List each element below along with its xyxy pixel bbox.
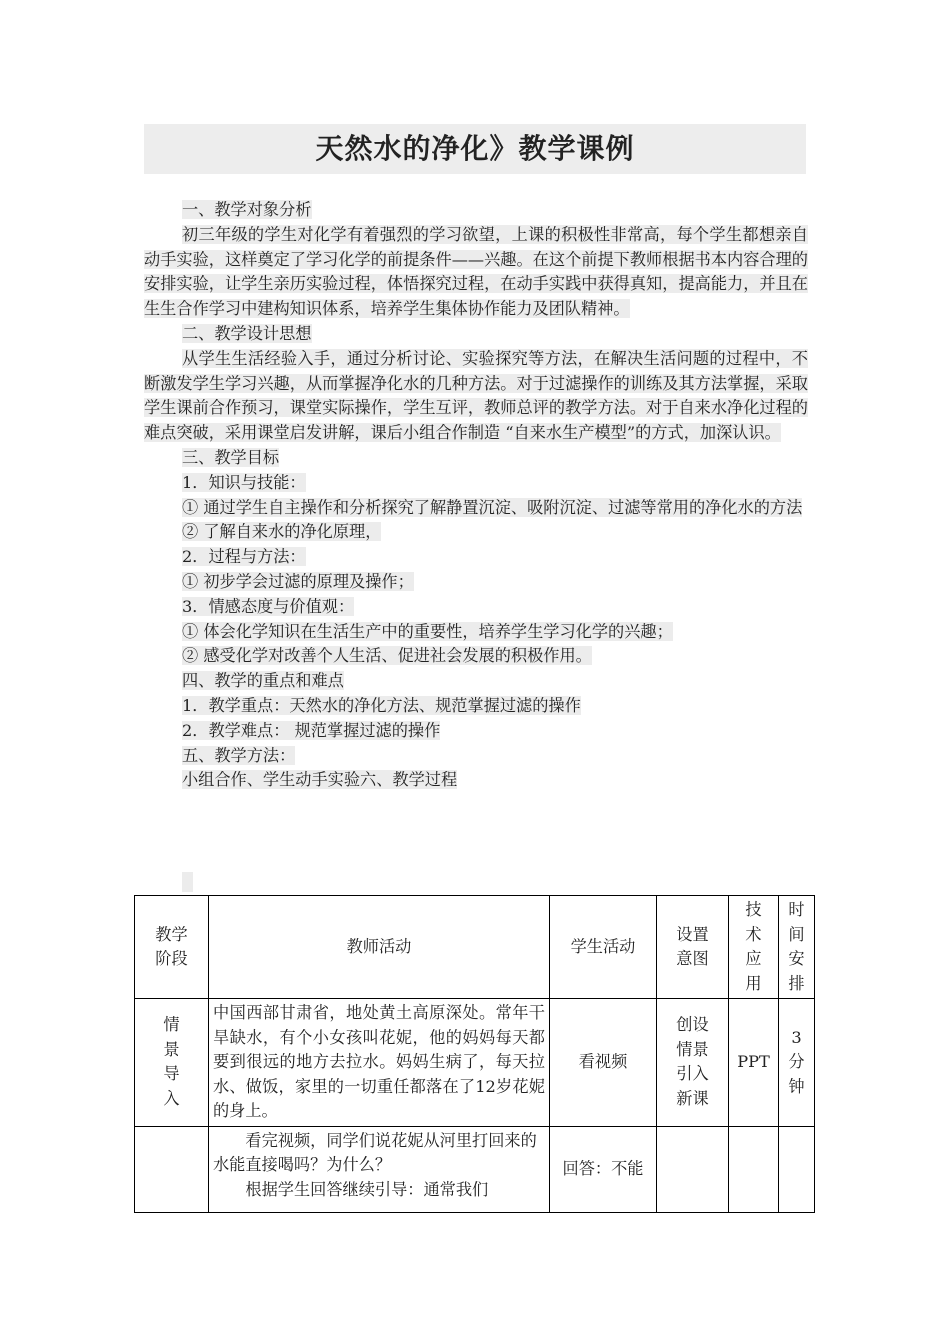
header-cell: 教学阶段 xyxy=(135,896,209,999)
page-title: 天然水的净化》教学课例 xyxy=(144,124,806,174)
lesson-plan-table xyxy=(134,895,815,1213)
list-item: ① 通过学生自主操作和分析探究了解静置沉淀、吸附沉淀、过滤等常用的净化水的方法 xyxy=(182,497,803,517)
table-cell: 回答：不能 xyxy=(550,1126,657,1212)
header-cell: 设置意图 xyxy=(657,896,729,999)
empty-paragraph-mark xyxy=(182,872,193,892)
table-cell: 看视频 xyxy=(550,999,657,1127)
list-item: 2．教学难点： 规范掌握过滤的操作 xyxy=(182,720,441,740)
section-heading: 三、教学目标 xyxy=(182,447,280,467)
table-cell xyxy=(209,1126,550,1212)
section-heading: 一、教学对象分析 xyxy=(182,200,312,219)
list-heading: 3．情感态度与价值观： xyxy=(182,596,355,616)
section-heading: 五、教学方法： xyxy=(182,745,296,765)
cell-paragraph: 根据学生回答继续引导：通常我们 xyxy=(245,1179,489,1199)
table-cell xyxy=(729,1126,779,1212)
table-cell: 情景导入 xyxy=(135,999,209,1127)
table-cell xyxy=(657,1126,729,1212)
paragraph: 从学生生活经验入手，通过分析讨论、实验探究等方法，在解决生活问题的过程中，不断激发学生学习兴趣，从而掌握净化水的几种方法。对于过滤操作的训练及其方法掌握，采取学生课前合作预习，课堂实际操作，学生互评，教师总评的教学方法。对于自来水净化过程的难点突破，采用课堂启发讲解，课后小组合作制造 “自来水生产模型”的方式，加深认识。 xyxy=(144,348,808,443)
list-item: ② 感受化学对改善个人生活、促进社会发展的积极作用。 xyxy=(182,646,592,666)
list-item: ② 了解自来水的净化原理， xyxy=(182,522,382,542)
header-cell: 技术应用 xyxy=(729,896,779,999)
table-cell: 中国西部甘肃省，地处黄土高原深处。常年干旱缺水，有个小女孩叫花妮，他的妈妈每天都要到很远的地方去拉水。妈妈生病了，每天拉水、做饭，家里的一切重任都落在了12岁花妮的身上。 xyxy=(209,999,550,1127)
table-cell xyxy=(135,1126,209,1212)
table-row xyxy=(135,1126,815,1212)
list-heading: 2．过程与方法： xyxy=(182,547,306,567)
header-cell: 时间安排 xyxy=(779,896,815,999)
list-heading: 1．知识与技能： xyxy=(182,472,306,492)
paragraph: 小组合作、学生动手实验六、教学过程 xyxy=(182,770,458,790)
table-cell xyxy=(779,1126,815,1212)
list-item: 1．教学重点：天然水的净化方法、规范掌握过滤的操作 xyxy=(182,695,581,715)
paragraph: 初三年级的学生对化学有着强烈的学习欲望，上课的积极性非常高，每个学生都想亲自动手实验，这样奠定了学习化学的前提条件——兴趣。在这个前提下教师根据书本内容合理的安排实验，让学生亲历实验过程，体悟探究过程，在动手实践中获得真知，提高能力，并且在生生合作学习中建构知识体系，培养学生集体协作能力及团队精神。 xyxy=(144,224,808,319)
table-header-row xyxy=(135,896,815,999)
header-cell: 教师活动 xyxy=(209,896,550,999)
table-cell: 3分钟 xyxy=(779,999,815,1127)
header-cell: 学生活动 xyxy=(550,896,657,999)
document-body xyxy=(144,198,808,793)
table-cell: 创设情景引入新课 xyxy=(657,999,729,1127)
list-item: ① 初步学会过滤的原理及操作； xyxy=(182,571,414,591)
section-heading: 二、教学设计思想 xyxy=(182,323,312,343)
cell-paragraph: 看完视频，同学们说花妮从河里打回来的水能直接喝吗？为什么？ xyxy=(213,1130,537,1174)
list-item: ① 体会化学知识在生活生产中的重要性，培养学生学习化学的兴趣； xyxy=(182,621,673,641)
section-heading: 四、教学的重点和难点 xyxy=(182,671,344,691)
table-row xyxy=(135,999,815,1127)
table-cell: PPT xyxy=(729,999,779,1127)
